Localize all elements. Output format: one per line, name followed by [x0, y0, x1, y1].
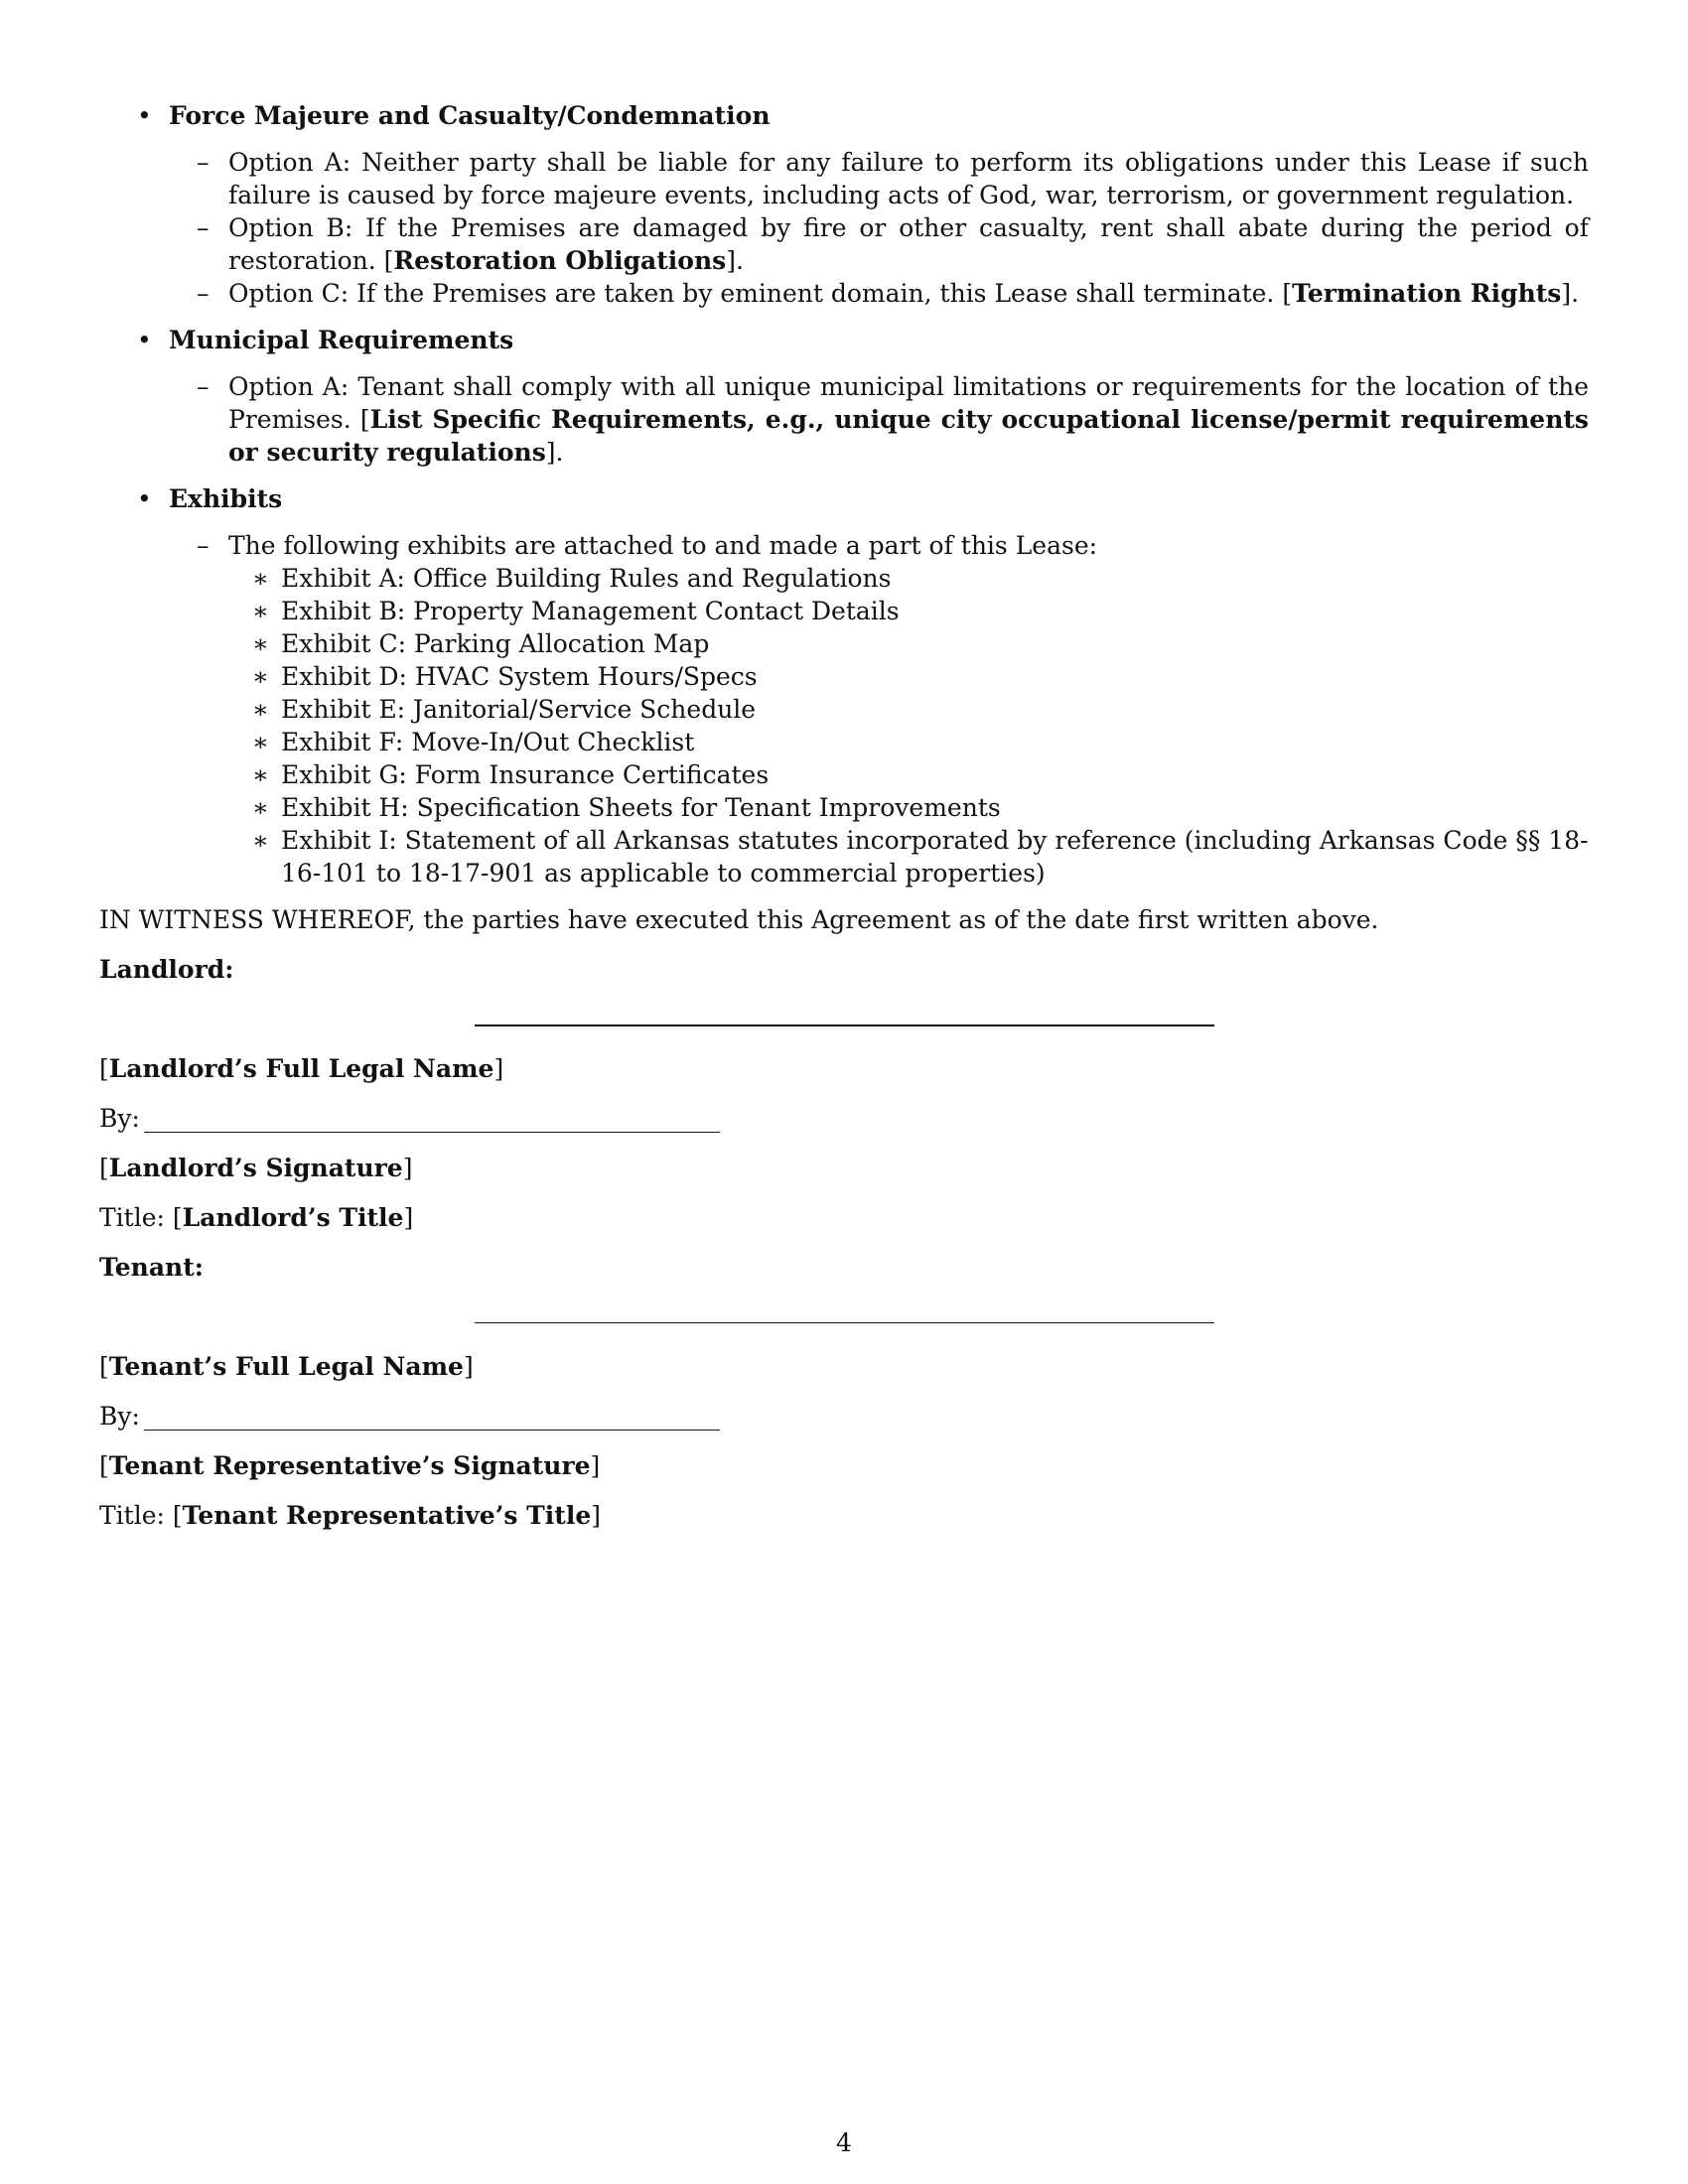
exhibit-text: Exhibit B: Property Management Contact Details	[281, 597, 900, 625]
tenant-label: Tenant:	[99, 1253, 204, 1282]
tenant-name-row: [Tenant’s Full Legal Name]	[99, 1352, 474, 1381]
landlord-by-field[interactable]	[144, 1104, 720, 1133]
exhibit-text: Exhibit C: Parking Allocation Map	[281, 629, 710, 658]
bullet-icon: •	[137, 326, 152, 354]
exhibits-intro	[169, 529, 1589, 889]
landlord-by-row	[99, 1102, 1589, 1135]
asterisk-icon: ∗	[252, 728, 269, 756]
asterisk-icon: ∗	[252, 760, 269, 789]
asterisk-icon: ∗	[252, 793, 269, 822]
landlord-signature-placeholder: Landlord’s Signature	[108, 1154, 403, 1182]
tenant-title-placeholder: Tenant Representative’s Title	[182, 1501, 592, 1530]
dash-icon: –	[197, 148, 210, 177]
exhibit-item	[228, 627, 1589, 660]
tenant-name-placeholder: Tenant’s Full Legal Name	[108, 1352, 464, 1381]
asterisk-icon: ∗	[252, 564, 269, 593]
dash-icon: –	[197, 279, 210, 308]
tenant-by-field[interactable]	[144, 1402, 720, 1431]
landlord-signature-row: [Landlord’s Signature]	[99, 1154, 413, 1182]
section-exhibits	[99, 482, 1589, 889]
option-text: Option B: If the Premises are damaged by fire or other casualty, rent shall abate during the period of restoration.	[228, 213, 1589, 275]
tenant-signature-row: [Tenant Representative’s Signature]	[99, 1451, 601, 1480]
landlord-title-placeholder: Landlord’s Title	[182, 1203, 404, 1232]
landlord-signature-line-area	[99, 1003, 1589, 1052]
asterisk-icon: ∗	[252, 695, 269, 724]
section-title: Municipal Requirements	[169, 326, 514, 354]
section-municipal-requirements	[99, 324, 1589, 469]
option-b: – Option B: If the Premises are damaged by fire or other casualty, rent shall abate during the period of restoration. [Restoration Obligations].	[197, 213, 1589, 275]
landlord-name-row: [Landlord’s Full Legal Name]	[99, 1054, 504, 1083]
option-text: Option A: Tenant shall comply with all unique municipal limitations or requirements for the location of the Premises.	[228, 372, 1589, 434]
exhibits-intro-text: The following exhibits are attached to and made a part of this Lease:	[228, 531, 1098, 560]
exhibit-text: Exhibit D: HVAC System Hours/Specs	[281, 662, 758, 691]
exhibit-text: Exhibit G: Form Insurance Certificates	[281, 760, 770, 789]
asterisk-icon: ∗	[252, 826, 269, 855]
dash-icon: –	[197, 213, 210, 242]
exhibit-item	[228, 824, 1589, 889]
tenant-signature-line[interactable]	[475, 1322, 1214, 1323]
section-title: Force Majeure and Casualty/Condemnation	[169, 101, 771, 130]
exhibit-item	[228, 660, 1589, 693]
asterisk-icon: ∗	[252, 597, 269, 625]
dash-icon: –	[197, 372, 210, 401]
by-label: By:	[99, 1402, 140, 1431]
document-page	[99, 99, 1589, 1549]
landlord-signature-line[interactable]	[475, 1024, 1214, 1026]
landlord-title-row: Title: [Landlord’s Title]	[99, 1203, 414, 1232]
title-label: Title:	[99, 1501, 165, 1530]
option-a	[169, 146, 1589, 211]
option-text: Option A: Neither party shall be liable for any failure to perform its obligations under this Lease if such failure is caused by force majeure events, including acts of God, war, terrorism, or government regulation.	[228, 148, 1589, 209]
exhibit-item	[228, 595, 1589, 627]
landlord-label: Landlord:	[99, 955, 234, 984]
by-label: By:	[99, 1104, 140, 1133]
asterisk-icon: ∗	[252, 662, 269, 691]
placeholder-termination-rights: Termination Rights	[1292, 279, 1562, 308]
exhibit-item	[228, 562, 1589, 595]
exhibit-text: Exhibit E: Janitorial/Service Schedule	[281, 695, 757, 724]
option-list	[169, 529, 1589, 889]
asterisk-icon: ∗	[252, 629, 269, 658]
page-number: 4	[836, 2128, 852, 2157]
exhibit-item	[228, 758, 1589, 791]
exhibit-text: Exhibit A: Office Building Rules and Regulations	[281, 564, 892, 593]
tenant-signature-line-area	[99, 1300, 1589, 1350]
placeholder-restoration-obligations: Restoration Obligations	[393, 246, 727, 275]
dash-icon: –	[197, 531, 210, 560]
tenant-signature-placeholder: Tenant Representative’s Signature	[108, 1451, 591, 1480]
option-list	[169, 146, 1589, 310]
section-list	[99, 99, 1589, 889]
option-list	[169, 370, 1589, 469]
tenant-title-row: Title: [Tenant Representative’s Title]	[99, 1501, 602, 1530]
option-c: – Option C: If the Premises are taken by eminent domain, this Lease shall terminate. [Termination Rights].	[197, 279, 1580, 308]
exhibit-text: Exhibit F: Move-In/Out Checklist	[281, 728, 695, 756]
option-text: Option C: If the Premises are taken by eminent domain, this Lease shall terminate.	[228, 279, 1275, 308]
exhibit-item	[228, 726, 1589, 758]
bullet-icon: •	[137, 101, 152, 130]
exhibit-text: Exhibit H: Specification Sheets for Tenant Improvements	[281, 793, 1001, 822]
section-title: Exhibits	[169, 484, 283, 513]
landlord-name-placeholder: Landlord’s Full Legal Name	[108, 1054, 494, 1083]
section-force-majeure	[99, 99, 1589, 310]
exhibit-list	[228, 562, 1589, 889]
placeholder-specific-requirements: List Specific Requirements, e.g., unique city occupational license/permit requirements or security regulations	[228, 405, 1590, 467]
bullet-icon: •	[137, 484, 152, 513]
option-a: – Option A: Tenant shall comply with all unique municipal limitations or requirements for the location of the Premises. [List Specific Requirements, e.g., unique city occupational license/permit requirements or security regulations].	[197, 372, 1590, 467]
exhibit-text: Exhibit I: Statement of all Arkansas statutes incorporated by reference (including Arkansas Code §§ 18-16-101 to 18-17-901 as applicable to commercial properties)	[281, 826, 1589, 887]
exhibit-item	[228, 693, 1589, 726]
exhibit-item	[228, 791, 1589, 824]
tenant-by-row	[99, 1400, 1589, 1433]
title-label: Title:	[99, 1203, 165, 1232]
witness-clause: IN WITNESS WHEREOF, the parties have executed this Agreement as of the date first written above.	[99, 905, 1379, 934]
